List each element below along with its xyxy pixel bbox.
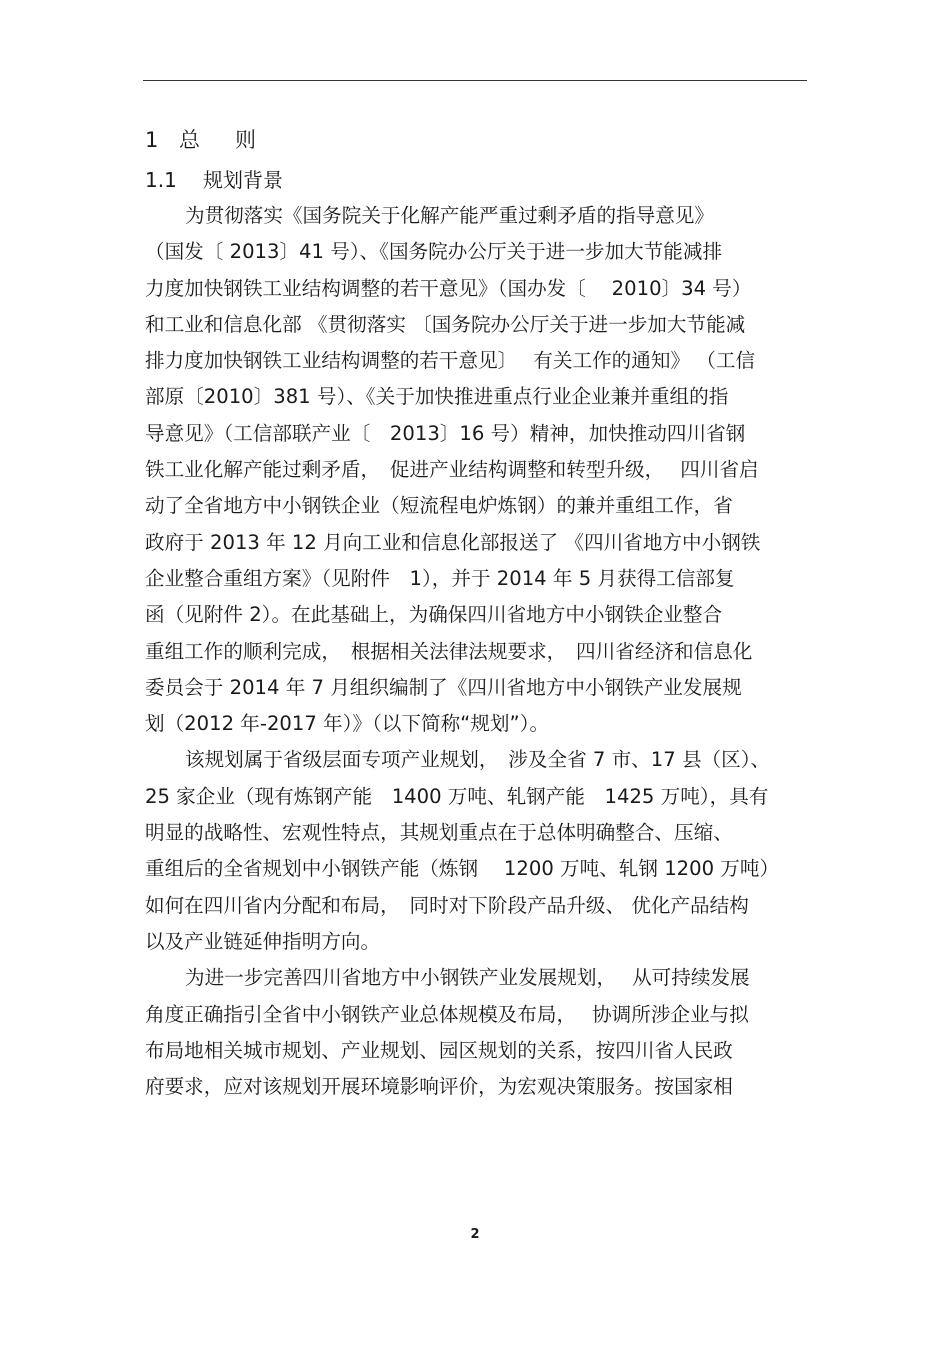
paragraph-line: 府要求，应对该规划开展环境影响评价，为宏观决策服务。按国家相	[145, 1075, 733, 1099]
page-number: 2	[470, 1227, 480, 1242]
paragraph-line: 企业整合重组方案》（见附件 1），并于 2014 年 5 月获得工信部复	[145, 566, 735, 590]
document-body	[145, 122, 807, 1105]
paragraph-line: 布局地相关城市规划、产业规划、园区规划的关系，按四川省人民政	[145, 1038, 733, 1062]
paragraph-line: 以及产业链延伸指明方向。	[145, 929, 381, 953]
paragraph-line: 为贯彻落实《国务院关于化解产能严重过剩矛盾的指导意见》	[185, 204, 715, 227]
paragraph-line: 重组后的全省规划中小钢铁产能（炼钢 1200 万吨、轧钢 1200 万吨）	[145, 857, 780, 881]
paragraph-line: 划（2012 年-2017 年）》（以下简称“规划”）。	[145, 712, 550, 736]
paragraph-line: 明显的战略性、宏观性特点，其规划重点在于总体明确整合、压缩、	[145, 821, 733, 845]
paragraph-line: 力度加快钢铁工业结构调整的若干意见》（国办发〔 2010〕34 号）	[145, 276, 752, 300]
paragraph-line: 部原〔2010〕381 号）、《关于加快推进重点行业企业兼并重组的指	[145, 385, 729, 409]
paragraph-line: 导意见》（工信部联产业〔 2013〕16 号）精神，加快推动四川省钢	[145, 421, 746, 445]
paragraph-line: 铁工业化解产能过剩矛盾， 促进产业结构调整和转型升级， 四川省启	[145, 458, 759, 482]
paragraph-line: 角度正确指引全省中小钢铁产业总体规模及布局， 协调所涉企业与拟	[145, 1002, 749, 1026]
paragraph-line: 25 家企业（现有炼钢产能 1400 万吨、轧钢产能 1425 万吨），具有	[145, 784, 769, 808]
subsection-number: 1.1	[145, 168, 177, 192]
paragraph	[145, 198, 807, 742]
paragraph	[145, 960, 807, 1105]
subsection-title: 规划背景	[203, 168, 283, 192]
paragraph-line: 函（见附件 2）。在此基础上，为确保四川省地方中小钢铁企业整合	[145, 603, 723, 627]
paragraph-line: 政府于 2013 年 12 月向工业和信息化部报送了 《四川省地方中小钢铁	[145, 530, 761, 554]
paragraph-line: 为进一步完善四川省地方中小钢铁产业发展规划， 从可持续发展	[185, 966, 750, 990]
paragraph-line: 排力度加快钢铁工业结构调整的若干意见〕 有关工作的通知》 （工信	[145, 349, 756, 373]
paragraph-line: 重组工作的顺利完成， 根据相关法律法规要求， 四川省经济和信息化	[145, 639, 753, 663]
paragraph	[145, 742, 807, 960]
section-title-char-1: 总	[179, 128, 200, 152]
paragraph-line: 动了全省地方中小钢铁企业（短流程电炉炼钢）的兼并重组工作，省	[145, 494, 733, 518]
section-title-char-2: 则	[235, 128, 256, 152]
paragraph-line: 如何在四川省内分配和布局， 同时对下阶段产品升级、 优化产品结构	[145, 893, 749, 917]
subsection-heading	[145, 162, 807, 198]
paragraph-line: （国发〔 2013〕41 号）、《国务院办公厅关于进一步加大节能减排	[145, 240, 723, 264]
paragraph-line: 该规划属于省级层面专项产业规划， 涉及全省 7 市、17 县（区）、	[185, 748, 771, 772]
paragraph-line: 委员会于 2014 年 7 月组织编制了《四川省地方中小钢铁产业发展规	[145, 675, 742, 699]
header-rule	[143, 80, 807, 81]
paragraphs	[145, 198, 807, 1105]
paragraph-line: 和工业和信息化部 《贯彻落实 〔国务院办公厅关于进一步加大节能减	[145, 312, 746, 336]
section-number: 1	[145, 128, 159, 152]
section-heading	[145, 122, 807, 158]
